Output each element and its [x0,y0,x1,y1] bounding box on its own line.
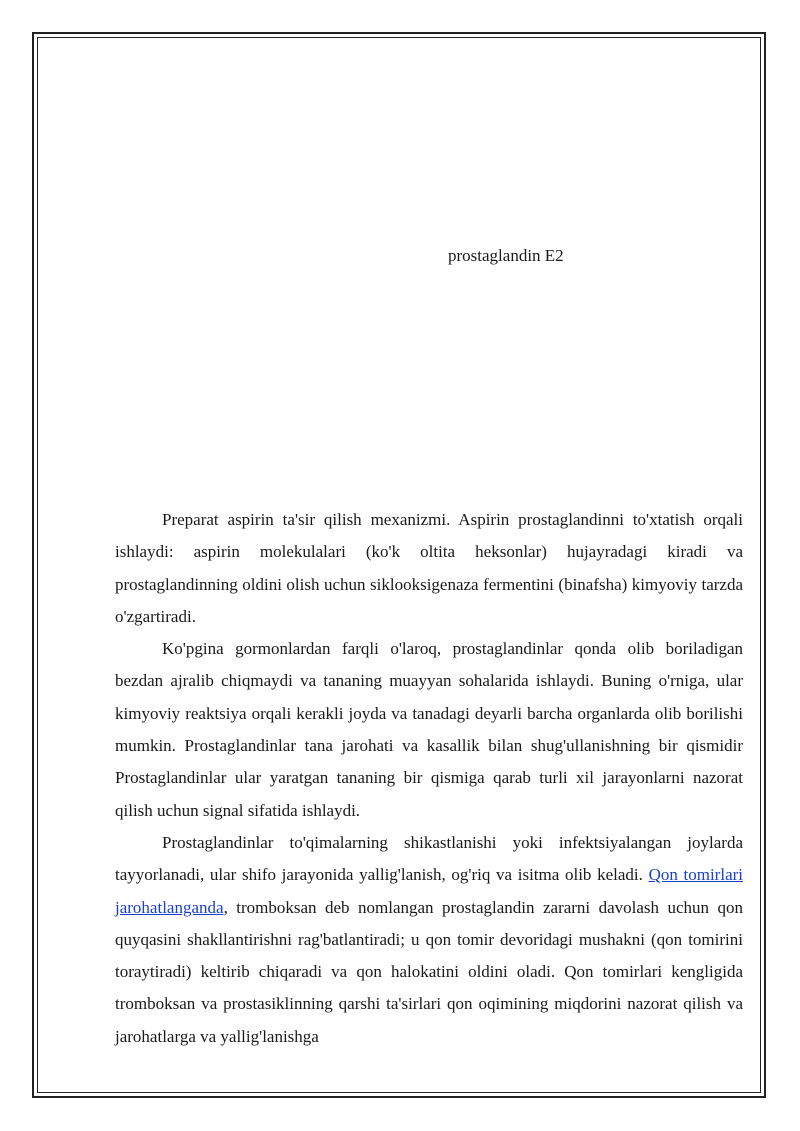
figure-caption: prostaglandin E2 [448,246,564,265]
blood-vessel-injury-link[interactable]: Qon tomirlari jarohatlanganda [115,865,743,917]
paragraph-prostaglandins-healing [115,827,743,1053]
paragraph-aspirin-mechanism: Preparat aspirin ta'sir qilish mexanizmi. Aspirin prostaglandinni to'xtatish orqali ishlaydi: aspirin molekulalari (ko'k oltita heksonlar) hujayradagi kiradi va prostaglandinning oldini olish uchun siklooksigenaza fermentini (binafsha) kimyoviy tarzda o'zgartiradi. [115,510,743,626]
paragraph-text-end: , tromboksan deb nomlangan prostaglandin zararni davolash uchun qon quyqasini shakllantirishni rag'batlantiradi; u qon tomir devoridagi mushakni (qon tomirini toraytiradi) keltirib chiqaradi va qon halokatini oldini oladi. Qon tomirlari kengligida tromboksan va prostasiklinning qarshi ta'sirlari qon oqimining miqdorini nazorat qilish va jarohatlarga va yallig'lanishga [115,897,743,1046]
body-text [115,504,743,1053]
paragraph-prostaglandins-hormones: Ko'pgina gormonlardan farqli o'laroq, prostaglandinlar qonda olib boriladigan bezdan ajralib chiqmaydi va tananing muayyan sohalarida ishlaydi. Buning o'rniga, ular kimyoviy reaktsiya orqali kerakli joyda va tanadagi deyarli barcha organlarda olib borilishi mumkin. Prostaglandinlar tana jarohati va kasallik bilan shug'ullanishning bir qismidir Prostaglandinlar ular yaratgan tananing bir qismiga qarab turli xil jarayonlarni nazorat qilish uchun signal sifatida ishlaydi. [115,639,743,820]
paragraph-text-start: Prostaglandinlar to'qimalarning shikastlanishi yoki infektsiyalangan joylarda tayyorlanadi, ular shifo jarayonida yallig'lanish, og'riq va isitma olib keladi. [115,832,743,885]
